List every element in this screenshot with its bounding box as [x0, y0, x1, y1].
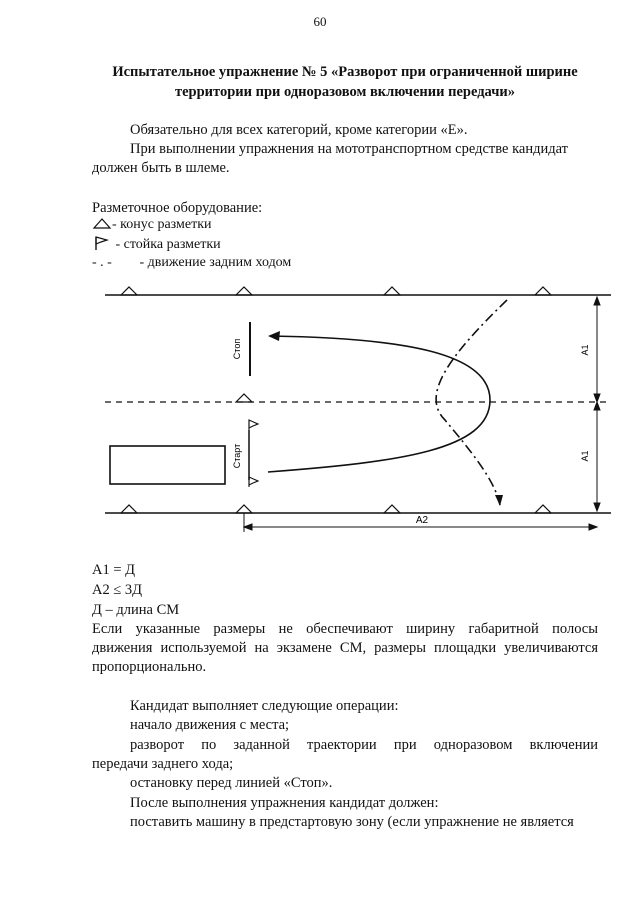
cone-icon [384, 505, 400, 513]
start-label: Старт [232, 443, 242, 469]
cone-icon [236, 505, 252, 513]
reverse-arrowhead [495, 495, 503, 506]
definition-a1: А1 = Д [92, 562, 136, 578]
vehicle-rectangle [110, 446, 225, 484]
operation-2-line-1: разворот по заданной траектории при одноразовом включении [130, 737, 598, 753]
intro-paragraph-1: Обязательно для всех категорий, кроме категории «Е». [130, 122, 468, 138]
note-line-3: пропорционально. [92, 659, 207, 675]
operation-1: начало движения с места; [130, 717, 290, 733]
legend-heading: Разметочное оборудование: [92, 200, 263, 216]
note-line-1: Если указанные размеры не обеспечивают ширину габаритной полосы [92, 621, 598, 637]
dimension-a1 [594, 297, 600, 511]
cone-icon [121, 287, 137, 295]
operation-3: остановку перед линией «Стоп». [130, 775, 333, 791]
title-line-2: территории при одноразовом включении передачи» [175, 84, 515, 100]
after-line-1: поставить машину в предстартовую зону (если упражнение не является [130, 814, 574, 830]
flag-post-icon [249, 477, 258, 487]
dimension-a1-bottom-label: А1 [580, 450, 590, 462]
definition-a2: А2 ≤ 3Д [92, 582, 143, 598]
intro-paragraph-2-line-2: должен быть в шлеме. [92, 160, 230, 176]
intro-paragraph-2-line-1: При выполнении упражнения на мототранспортном средстве кандидат [130, 141, 569, 157]
operation-2-line-2: передачи заднего хода; [92, 756, 234, 772]
forward-arrowhead [268, 331, 280, 341]
title-line-1: Испытательное упражнение № 5 «Разворот при ограниченной ширине [112, 64, 578, 80]
dimension-a2-label: А2 [415, 515, 429, 526]
legend-cone-label: - конус разметки [112, 217, 212, 232]
cone-icon [236, 394, 252, 402]
note-line-2: движения используемой на экзамене СМ, размеры площадки увеличиваются [92, 640, 598, 656]
forward-trajectory [268, 336, 490, 472]
definition-d: Д – длина СМ [92, 602, 180, 618]
stop-label: Стоп [232, 338, 242, 360]
legend-reverse-label: - движение задним ходом [139, 255, 292, 270]
page-number: 60 [313, 14, 327, 29]
reverse-line-symbol: - . - [92, 255, 112, 270]
legend-post-label: - стойка разметки [115, 237, 221, 252]
cone-icon [121, 505, 137, 513]
cone-icon [535, 505, 551, 513]
after-heading: После выполнения упражнения кандидат должен: [130, 795, 439, 811]
flag-post-icon [249, 420, 258, 430]
operations-heading: Кандидат выполняет следующие операции: [130, 698, 399, 714]
cone-icon [384, 287, 400, 295]
cone-icon [535, 287, 551, 295]
cone-icon [236, 287, 252, 295]
dimension-a1-top-label: А1 [580, 344, 590, 356]
